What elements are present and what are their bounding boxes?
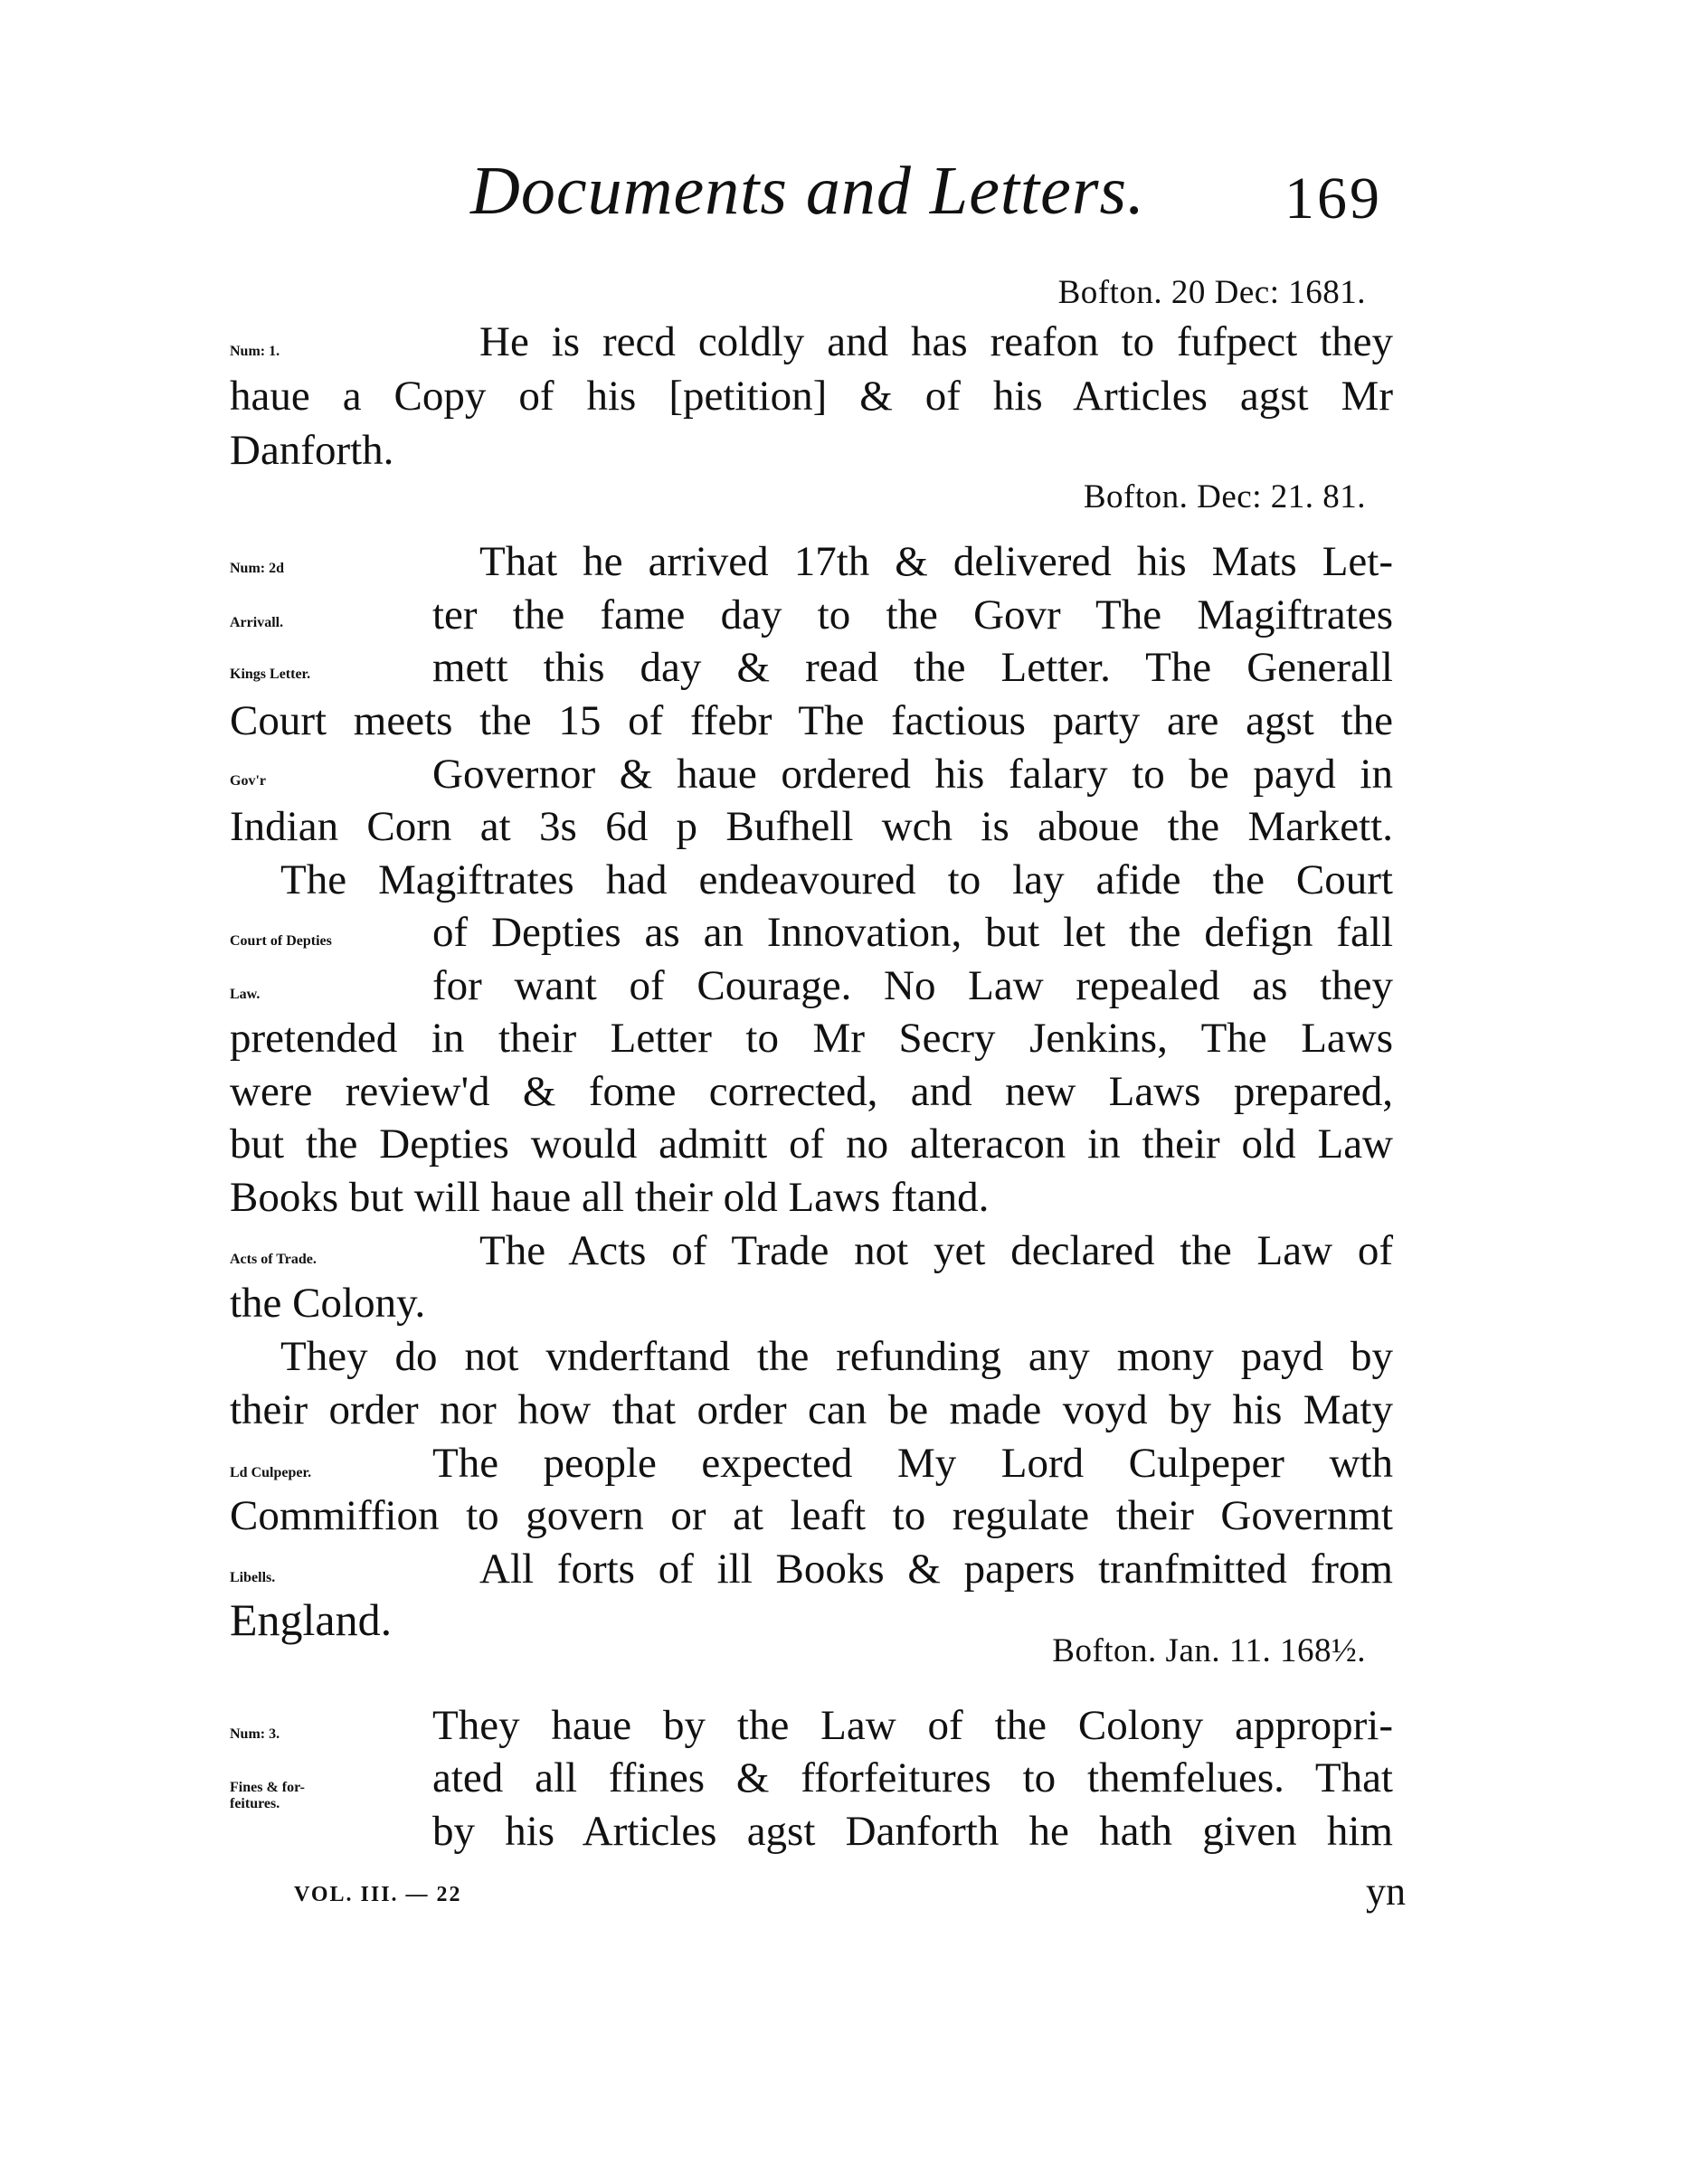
text-line: pretended in their Letter to Mr Secry Jenkins, The Laws xyxy=(230,1015,1393,1062)
margin-note: Arrivall. xyxy=(230,615,284,630)
page-title: Documents and Letters. xyxy=(470,153,1146,229)
text-line: Commiffion to govern or at leaft to regulate their Governmt xyxy=(230,1492,1393,1539)
text-line: Books but will haue all their old Laws ftand. xyxy=(230,1174,990,1221)
margin-note: Law. xyxy=(230,987,261,1002)
text-line: England. xyxy=(230,1594,393,1645)
text-line: Court meets the 15 of ffebr The factious party are agst the xyxy=(230,697,1393,744)
margin-note: Ld Culpeper. xyxy=(230,1465,312,1480)
text-line: mett this day & read the Letter. The Generall xyxy=(432,644,1393,691)
text-line: Indian Corn at 3s 6d p Bufhell wch is aboue the Markett. xyxy=(230,803,1393,850)
margin-note: Acts of Trade. xyxy=(230,1252,317,1267)
text-line: He is recd coldly and has reafon to fufpect they xyxy=(479,318,1393,365)
text-line: The Acts of Trade not yet declared the Law of xyxy=(479,1227,1393,1274)
text-line: of Depties as an Innovation, but let the defign fall xyxy=(432,909,1393,956)
margin-note: Num: 3. xyxy=(230,1726,280,1742)
text-line: haue a Copy of his [petition] & of his Articles agst Mr xyxy=(230,373,1393,420)
text-line: Governor & haue ordered his falary to be payd in xyxy=(432,751,1393,798)
margin-note: Gov'r xyxy=(230,773,266,789)
text-line: were review'd & fome corrected, and new Laws prepared, xyxy=(230,1068,1393,1115)
signature-mark: VOL. III. — 22 xyxy=(294,1883,462,1906)
text-line: The people expected My Lord Culpeper wth xyxy=(432,1440,1393,1487)
margin-note: Kings Letter. xyxy=(230,667,311,682)
text-line: That he arrived 17th & delivered his Mats Let- xyxy=(479,538,1393,585)
text-line: for want of Courage. No Law repealed as they xyxy=(432,962,1393,1009)
text-line: by his Articles agst Danforth he hath given him xyxy=(432,1808,1393,1855)
margin-note: Num: 1. xyxy=(230,344,280,359)
text-line: their order nor how that order can be made voyd by his Maty xyxy=(230,1386,1393,1433)
margin-note: Num: 2d xyxy=(230,561,285,576)
text-line: They haue by the Law of the Colony appropri- xyxy=(432,1702,1393,1749)
margin-note: Court of Depties xyxy=(230,933,332,949)
text-line: but the Depties would admitt of no alteracon in their old Law xyxy=(230,1120,1393,1168)
text-line: ter the fame day to the Govr The Magiftrates xyxy=(432,591,1393,638)
text-line: The Magiftrates had endeavoured to lay afide the Court xyxy=(280,856,1393,903)
dateline: Bofton. 20 Dec: 1681. xyxy=(1057,274,1366,311)
margin-note: Libells. xyxy=(230,1570,276,1585)
text-line: They do not vnderftand the refunding any mony payd by xyxy=(280,1333,1393,1380)
page-number: 169 xyxy=(1284,165,1382,232)
margin-note: feitures. xyxy=(230,1796,280,1811)
margin-note: Fines & for- xyxy=(230,1780,305,1795)
dateline: Bofton. Jan. 11. 168½. xyxy=(1052,1632,1366,1669)
dateline: Bofton. Dec: 21. 81. xyxy=(1083,478,1366,515)
catchword: yn xyxy=(1366,1869,1406,1914)
text-line: ated all ffines & fforfeitures to themfelues. That xyxy=(432,1754,1393,1801)
text-line: All forts of ill Books & papers tranfmitted from xyxy=(479,1546,1393,1593)
text-line: Danforth. xyxy=(230,427,394,474)
text-line: the Colony. xyxy=(230,1280,426,1327)
